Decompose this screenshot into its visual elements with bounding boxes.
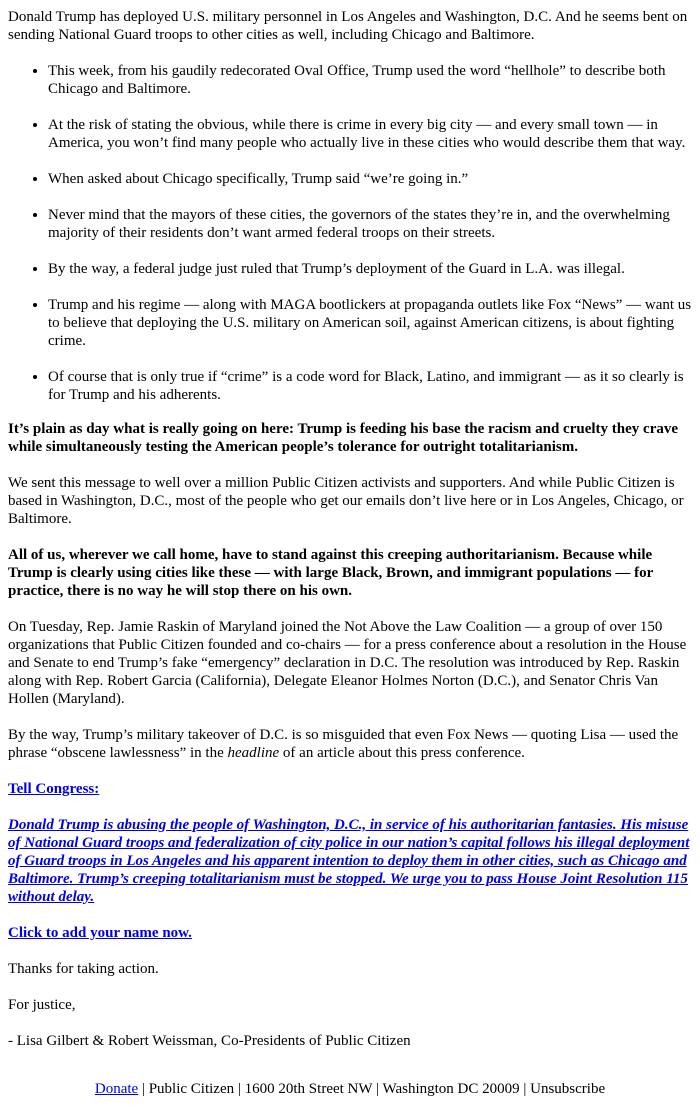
thanks-text: Thanks for taking action. bbox=[8, 961, 159, 977]
fox-text-before: By the way, Trump’s military takeover of D.C. is so misguided that even Fox News — quoting Lisa — used the phrase “obscene lawlessness” in the bbox=[8, 727, 679, 761]
fox-paragraph bbox=[8, 726, 692, 762]
list-item: • When asked about Chicago specifically, Trump said “we’re going in.” bbox=[48, 170, 692, 188]
petition bbox=[8, 816, 692, 906]
tell-congress bbox=[8, 780, 692, 798]
fox-text-italic: headline bbox=[227, 745, 280, 761]
bold-statement bbox=[8, 420, 692, 456]
signature-text: - Lisa Gilbert & Robert Weissman, Co-Presidents of Public Citizen bbox=[8, 1033, 411, 1049]
bold-statement-text: All of us, wherever we call home, have to stand against this creeping authoritarianism. Because while Trump is clearly using cities like these — with large Black, Brown, and immigrant populations — for practice, there is no way he will stop there on his own. bbox=[8, 547, 654, 599]
footer-city: Washington DC 20009 bbox=[382, 1081, 520, 1097]
petition-link[interactable] bbox=[8, 817, 689, 905]
unsubscribe-link[interactable]: Unsubscribe bbox=[530, 1081, 606, 1097]
footer-separator: | bbox=[519, 1081, 531, 1097]
list-item: • Of course that is only true if “crime” is a code word for Black, Latino, and immigrant — as it so clearly is for Trump and his adherents. bbox=[48, 368, 692, 404]
petition-link-text: Donald Trump is abusing the people of Washington, D.C., in service of his authoritarian fantasies. His misuse of National Guard troops and federalization of city police in our nation’s capital follows his illegal deployment of Guard troops in Los Angeles and his apparent intention to deploy them in other cities, such as Chicago and Baltimore. Trump’s creeping totalitarianism must be stopped. We urge you to pass House Joint Resolution 115 without delay. bbox=[8, 817, 690, 905]
donate-link[interactable]: Donate bbox=[94, 1081, 139, 1097]
footer-separator: | bbox=[138, 1081, 149, 1097]
footer bbox=[8, 1080, 692, 1098]
raskin-paragraph: On Tuesday, Rep. Jamie Raskin of Maryland joined the Not Above the Law Coalition — a group of over 150 organizations that Public Citizen founded and co-chairs — for a press conference about a resolution in the House and Senate to end Trump’s fake “emergency” declaration in D.C. The resolution was introduced by Rep. Raskin along with Rep. Robert Garcia (California), Delegate Eleanor Holmes Norton (D.C.), and Senator Chris Van Hollen (Maryland). bbox=[8, 619, 687, 707]
add-name-link[interactable]: Click to add your name now. bbox=[8, 925, 192, 941]
list-item: • At the risk of stating the obvious, while there is crime in every big city — and every small town — in America, you won’t find many people who actually live in these cities who would describe them that way. bbox=[48, 116, 692, 152]
bold-statement-text: It’s plain as day what is really going on here: Trump is feeding his base the racism and cruelty they crave while simultaneously testing the American people’s tolerance for outright totalitarianism. bbox=[8, 421, 679, 455]
list-item: • By the way, a federal judge just ruled that Trump’s deployment of the Guard in L.A. was illegal. bbox=[48, 260, 692, 278]
fox-text-after: of an article about this press conference. bbox=[279, 745, 525, 761]
list-item: • Trump and his regime — along with MAGA bootlickers at propaganda outlets like Fox “News” — want us to believe that deploying the U.S. military on American soil, against American citizens, is about fighting crime. bbox=[48, 296, 692, 350]
list-item: • Never mind that the mayors of these cities, the governors of the states they’re in, and the overwhelming majority of their residents don’t want armed federal troops on their streets. bbox=[48, 206, 692, 242]
footer-org: Public Citizen bbox=[148, 1081, 235, 1097]
footer-address: 1600 20th Street NW bbox=[244, 1081, 373, 1097]
bullet-list bbox=[8, 62, 692, 404]
tell-congress-link[interactable]: Tell Congress: bbox=[8, 781, 100, 797]
add-name bbox=[8, 924, 692, 942]
intro-paragraph: Donald Trump has deployed U.S. military personnel in Los Angeles and Washington, D.C. And he seems bent on sending National Guard troops to other cities as well, including Chicago and Baltimore. bbox=[8, 9, 688, 43]
list-item: • This week, from his gaudily redecorated Oval Office, Trump used the word “hellhole” to describe both Chicago and Baltimore. bbox=[48, 62, 692, 98]
bold-statement bbox=[8, 546, 692, 600]
footer-separator: | bbox=[372, 1081, 383, 1097]
message-paragraph: We sent this message to well over a million Public Citizen activists and supporters. And while Public Citizen is based in Washington, D.C., most of the people who get our emails don’t live here or in Los Angeles, Chicago, or Baltimore. bbox=[8, 475, 684, 527]
signoff-text: For justice, bbox=[8, 997, 76, 1013]
footer-separator: | bbox=[234, 1081, 245, 1097]
